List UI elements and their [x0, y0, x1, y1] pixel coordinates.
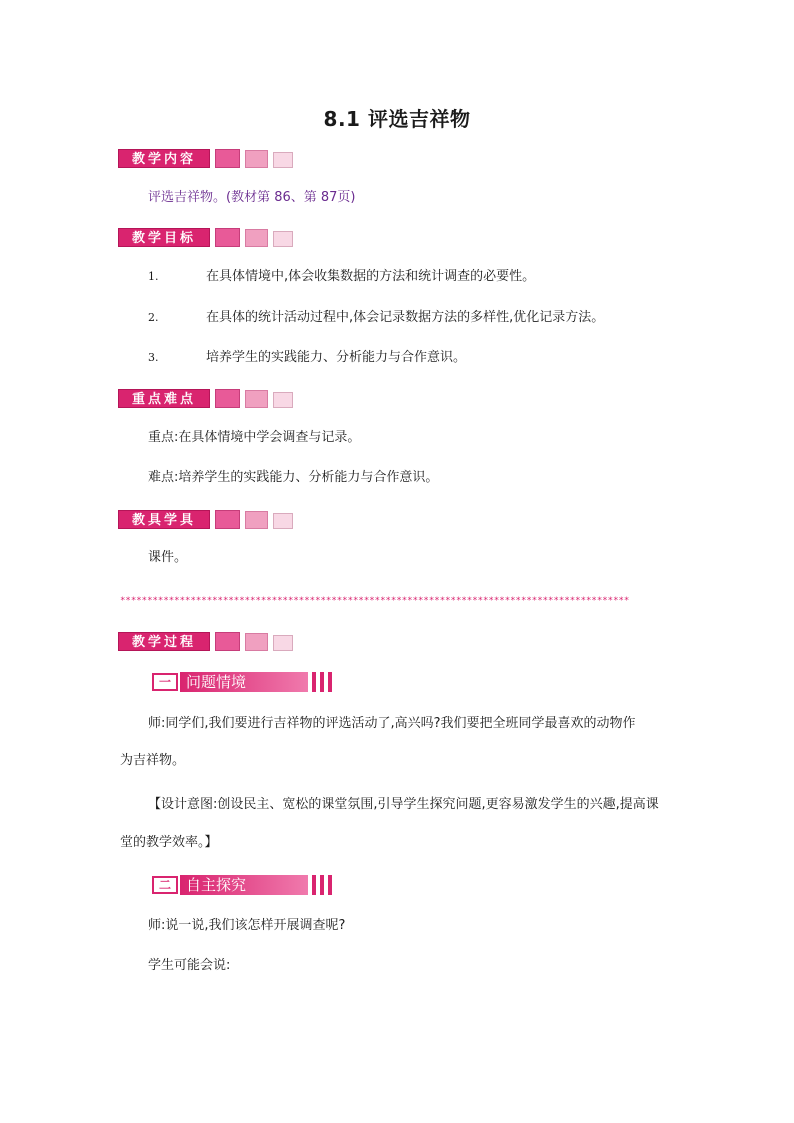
section-heading-materials: [118, 509, 293, 529]
part-number: 二: [152, 876, 178, 894]
content-text: 评选吉祥物。(教材第 86、第 87页): [148, 190, 356, 205]
part-title: 自主探究: [180, 875, 308, 895]
decor-square: [273, 392, 293, 408]
objective-item: [148, 268, 535, 286]
decor-stripe: [328, 875, 332, 895]
section-heading-process: [118, 631, 293, 651]
part-title: 问题情境: [180, 672, 308, 692]
key-point-text: 重点:在具体情境中学会调查与记录。: [148, 430, 361, 445]
decor-square: [245, 511, 268, 529]
item-text: 在具体的统计活动过程中,体会记录数据方法的多样性,优化记录方法。: [206, 310, 605, 325]
part-number: 一: [152, 673, 178, 691]
section-heading-key-points: [118, 388, 293, 408]
decor-stripe: [328, 672, 332, 692]
decor-square: [245, 633, 268, 651]
paragraph-line: 学生可能会说:: [148, 958, 231, 973]
item-number: 3.: [148, 351, 159, 364]
star-divider: **********************************************************************************************: [120, 596, 630, 606]
decor-square: [245, 229, 268, 247]
decor-square: [215, 389, 240, 408]
section-label: 教学过程: [118, 632, 210, 651]
paragraph-line: 师:说一说,我们该怎样开展调查呢?: [148, 918, 346, 933]
decor-square: [215, 510, 240, 529]
objective-item: [148, 309, 604, 327]
objective-item: [148, 349, 466, 367]
decor-square: [273, 152, 293, 168]
decor-square: [273, 231, 293, 247]
section-label: 教学目标: [118, 228, 210, 247]
section-label: 教学内容: [118, 149, 210, 168]
item-text: 培养学生的实践能力、分析能力与合作意识。: [206, 350, 467, 365]
decor-stripe: [320, 875, 324, 895]
design-intent-line: 【设计意图:创设民主、宽松的课堂氛围,引导学生探究问题,更容易激发学生的兴趣,提高课: [148, 797, 659, 812]
subheading-problem-situation: [152, 672, 332, 692]
decor-square: [215, 149, 240, 168]
decor-square: [245, 390, 268, 408]
section-heading-objectives: [118, 227, 293, 247]
decor-square: [273, 513, 293, 529]
section-label: 教具学具: [118, 510, 210, 529]
difficult-point-text: 难点:培养学生的实践能力、分析能力与合作意识。: [148, 470, 439, 485]
paragraph-line: 为吉祥物。: [120, 753, 186, 768]
design-intent-line: 堂的教学效率。】: [120, 835, 218, 850]
section-label: 重点难点: [118, 389, 210, 408]
page-title: 8.1 评选吉祥物: [323, 107, 471, 131]
item-number: 2.: [148, 311, 159, 324]
materials-text: 课件。: [148, 550, 188, 565]
decor-square: [215, 228, 240, 247]
item-text: 在具体情境中,体会收集数据的方法和统计调查的必要性。: [206, 269, 536, 284]
decor-square: [245, 150, 268, 168]
decor-square: [273, 635, 293, 651]
paragraph-line: 师:同学们,我们要进行吉祥物的评选活动了,高兴吗?我们要把全班同学最喜欢的动物作: [148, 716, 636, 731]
item-number: 1.: [148, 270, 159, 283]
decor-stripe: [312, 875, 316, 895]
decor-stripe: [312, 672, 316, 692]
decor-square: [215, 632, 240, 651]
section-heading-content: [118, 148, 293, 168]
decor-stripe: [320, 672, 324, 692]
subheading-independent-exploration: [152, 875, 332, 895]
